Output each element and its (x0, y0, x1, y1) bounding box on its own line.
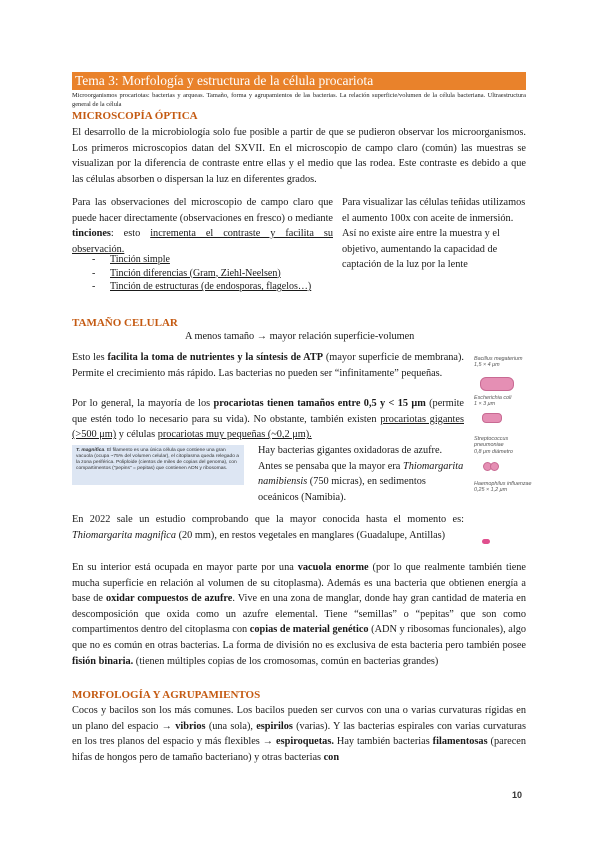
text: (20 mm), en restos vegetales en manglares (Guadalupe, Antillas) (176, 529, 446, 541)
text: Por lo general, la mayoría de los (72, 398, 214, 409)
text-bold: procariotas tienen tamaños entre 0,5 y < 15 μm (213, 398, 426, 409)
tamano-paragraph-4 (72, 512, 464, 543)
morfologia-paragraph (72, 703, 526, 765)
tamano-paragraph-1 (72, 350, 464, 381)
text: (ADN y ribosomas funcionales), algo que no es común en otras bacterias. La forma de división no es exclusiva de esta bacteria pero también posee (72, 624, 527, 651)
tamano-center-line: A menos tamaño → mayor relación superficie-volumen (185, 331, 415, 342)
text: . El filamento es una única célula que contiene una gran vacuola (ocupa ~75% del volumen celular), el citoplasma queda relegado a la zona periférica. Poliploide (cientos de miles de copias del genoma), con compartimentos ("pepins" = pepitas) que contienen ADN y ribosomas. (76, 448, 239, 472)
text: (mayor superficie de membrana). Permite el crecimiento más rápido. Las bacterias no pueden ser “infinitamente” pequeñas. (72, 352, 464, 379)
text: En su interior está ocupada en mayor parte por una (72, 562, 298, 573)
text-bold: espirilos (256, 720, 293, 732)
text-bold: fisión binaria. (72, 655, 134, 667)
heading-tamano: TAMAÑO CELULAR (72, 317, 178, 329)
text: (una sola), (205, 720, 257, 732)
microscopia-right-paragraph: Para visualizar las células teñidas utilizamos el aumento 100x con aceite de inmersión. Así no existe aire entre la muestra y el objetivo, aumentando la capacidad de captación de la luz por la lente (342, 197, 526, 271)
bacteria-size: 0,8 μm diámetro (474, 448, 513, 455)
text: (permite que estén todo lo necesario para su vida). No obstante, también existen (72, 398, 465, 425)
text-underlined: procariotas muy pequeñas (~0,2 μm). (157, 429, 312, 441)
text-bold: vibrios (175, 720, 206, 732)
magnifica-note-text (76, 448, 240, 472)
text-bold: tinciones (72, 228, 111, 240)
text-bold: espiroquetas. (276, 736, 334, 748)
bacillus-cell-icon (480, 377, 514, 391)
heading-microscopia: MICROSCOPÍA ÓPTICA (72, 110, 198, 122)
text: Cocos y bacilos son los más comunes. Los bacilos pueden ser curvos con una o varias curvaturas rígidas en un plano del espacio → (72, 705, 526, 732)
text-italic: Thiomargarita magnifica (72, 529, 177, 541)
bacteria-label (474, 436, 532, 455)
microscopia-paragraph: El desarrollo de la microbiología solo fue posible a partir de que se pudieron observar los microorganismos. Los primeros microscopios datan del SXVII. En el microscopio de campo claro (común) las muestras se visualizan por la diferencia de contraste entre ellas y el medio que las rodea. Este contraste es debido a que las células absorben o dispersan la luz en diferentes grados. (72, 127, 526, 185)
list-item (92, 253, 311, 267)
list-item-text: Tinción de estructuras (de endosporas, flagelos…) (110, 281, 312, 293)
list-item (92, 280, 311, 294)
bacteria-size: 0,25 × 1,2 μm (474, 487, 508, 494)
tincion-list (92, 253, 311, 294)
page-number: 10 (512, 790, 523, 800)
streptococcus-cell-icon (490, 462, 499, 471)
text-bold: vacuola enorme (297, 562, 369, 573)
bacteria-name: Streptococcus pneumoniae (474, 436, 509, 449)
text-bold: oxidar compuestos de azufre (105, 593, 233, 605)
magnifica-note-box (72, 445, 244, 485)
bacteria-name: Bacillus megaterium (474, 356, 523, 362)
text: En 2022 sale un estudio comprobando que la mayor conocida hasta el momento es: (72, 514, 464, 525)
text-bold: filamentosas (432, 736, 488, 748)
text: Esto les (72, 352, 108, 363)
bacteria-name: Escherichia coli (474, 395, 512, 401)
text-underlined: procariotas gigantes (>500 μm) (72, 413, 464, 441)
page-title: Tema 3: Morfología y estructura de la célula procariota (75, 73, 374, 88)
text: . Vive en una zona de manglar, donde hay gran cantidad de materia en descomposición que oxida como un azufre elemental. Tiene “semillas” o “pepitas” que son como compartimentos dentro del citoplasma con (72, 593, 526, 636)
bacteria-size: 1,5 × 4 μm (474, 362, 500, 369)
text-bold: copias de material genético (249, 624, 369, 636)
text-bold: facilita la toma de nutrientes y la síntesis de ATP (107, 352, 324, 363)
bacteria-size: 1 × 3 μm (474, 401, 496, 408)
ecoli-cell-icon (482, 413, 502, 423)
list-item-text: Tinción simple (110, 254, 170, 265)
text-italic: Thiomargarita namibiensis (258, 460, 464, 488)
text-bold: T. magnifica (76, 448, 105, 453)
text-underlined: incrementa el contraste y facilita su observación. (72, 228, 333, 255)
haemophilus-cell-icon (482, 539, 490, 544)
text: Hay también bacterias (333, 736, 433, 748)
text: (parecen hifas de hongos pero de tamaño bacteriano) y otras bacterias (72, 736, 526, 763)
text-bold: con (323, 751, 340, 763)
bacteria-name: Haemophilus influenzae (474, 481, 532, 487)
text: (750 micras), en sedimentos oceánicos (Namibia). (258, 476, 426, 503)
bacteria-label (474, 356, 523, 369)
text: (por lo que realmente también tiene mucha superficie en relación al volumen de su citoplasma). Además es una bacteria que obtienen energía a base de (72, 562, 527, 605)
page-subtitle: Microorganismos procariotas: bacterias y arqueas. Tamaño, forma y agrupamientos de las bacterias. La relación superficie/volumen de la célula bacteriana. Ultraestructura general de la célula (72, 92, 526, 108)
text: (tienen múltiples copias de los cromosomas, común en bacterias grandes) (133, 655, 439, 667)
text: y células (116, 429, 158, 441)
bacteria-label (474, 481, 532, 494)
text: Hay bacterias gigantes oxidadoras de azufre. Antes se pensaba que la mayor era (258, 445, 443, 472)
list-item (92, 267, 311, 281)
text: : esto (110, 228, 151, 240)
microscopia-left-paragraph (72, 195, 333, 257)
list-item-text: Tinción diferencias (Gram, Ziehl-Neelsen) (110, 267, 281, 279)
magnifica-paragraph (72, 560, 526, 669)
bacteria-label (474, 395, 511, 408)
tamano-paragraph-2 (72, 396, 464, 443)
tamano-paragraph-3 (258, 443, 464, 505)
heading-morfologia: MORFOLOGÍA Y AGRUPAMIENTOS (72, 689, 261, 701)
text: (varias). Y las bacterias espirales con varias curvaturas en los tres planos del espacio y más flexibles → (72, 720, 527, 748)
text: Para las observaciones del microscopio de campo claro que puede hacer directamente (observaciones en fresco) o mediante (72, 197, 334, 224)
